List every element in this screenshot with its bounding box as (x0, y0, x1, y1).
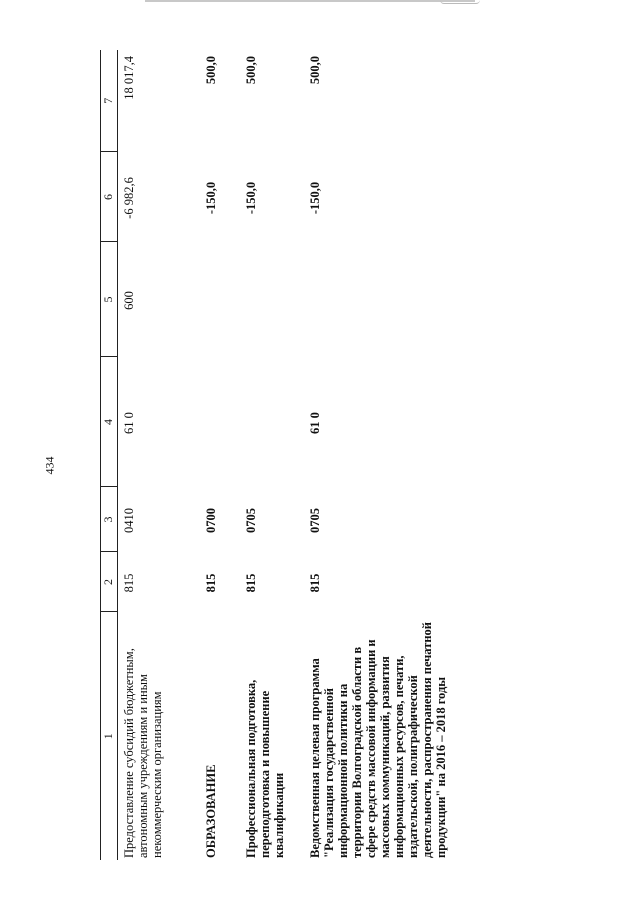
row-c7: 500,0 (308, 56, 322, 85)
row-c2: 815 (204, 573, 218, 593)
col-header-1: 1 (101, 612, 118, 860)
row-name: Предоставление субсидий бюджетным, автономным учреждениям и иным некоммерческим организациям (118, 612, 201, 860)
row-name: Ведомственная целевая программа "Реализация государственной информационной политики на территории Волгоградской области в сфере средств массовой информации и массовых коммуникаций, развития информационных ресурсов, печати, издательской, полиграфической деятельности, распространения печатной продукции" на 2016 – 2018 годы (308, 622, 448, 858)
row-c2: 815 (244, 573, 258, 593)
row-c7: 500,0 (204, 56, 218, 85)
row-c6: -150,0 (244, 181, 258, 215)
row-name: Профессиональная подготовка, переподготовка и повышение квалификации (244, 679, 286, 858)
table-row (200, 50, 240, 860)
header-row (101, 50, 118, 860)
row-c3: 0410 (118, 487, 201, 552)
row-c6: -150,0 (308, 181, 322, 215)
table-body (118, 50, 541, 860)
row-c5: 600 (118, 242, 201, 357)
col-header-4: 4 (101, 357, 118, 487)
row-c4: 61 0 (308, 412, 322, 434)
row-c3: 0700 (204, 508, 218, 533)
row-c4 (200, 357, 240, 487)
row-c6: -150,0 (204, 181, 218, 215)
page-number-text: 434 (42, 456, 57, 474)
page-number (40, 452, 60, 478)
budget-table-rotated (100, 50, 580, 860)
row-c6: -6 982,6 (118, 152, 201, 242)
row-c4: 61 0 (118, 357, 201, 487)
table-header (101, 50, 118, 860)
row-name: ОБРАЗОВАНИЕ (204, 764, 218, 858)
col-header-6: 6 (101, 152, 118, 242)
row-c3: 0705 (308, 508, 322, 533)
row-c4 (240, 357, 304, 487)
row-c7: 18 017,4 (118, 50, 201, 152)
row-c5 (304, 242, 540, 357)
row-c2: 815 (118, 552, 201, 612)
row-c5 (200, 242, 240, 357)
scan-artifact-mark (440, 0, 480, 4)
col-header-7: 7 (101, 50, 118, 152)
row-c7: 500,0 (244, 56, 258, 85)
col-header-5: 5 (101, 242, 118, 357)
row-c3: 0705 (244, 508, 258, 533)
table-row (240, 50, 304, 860)
table-row (304, 50, 540, 860)
scan-artifact-line (145, 0, 475, 2)
col-header-3: 3 (101, 487, 118, 552)
row-c5 (240, 242, 304, 357)
row-c2: 815 (308, 573, 322, 593)
budget-table (100, 50, 540, 860)
table-row (118, 50, 201, 860)
col-header-2: 2 (101, 552, 118, 612)
